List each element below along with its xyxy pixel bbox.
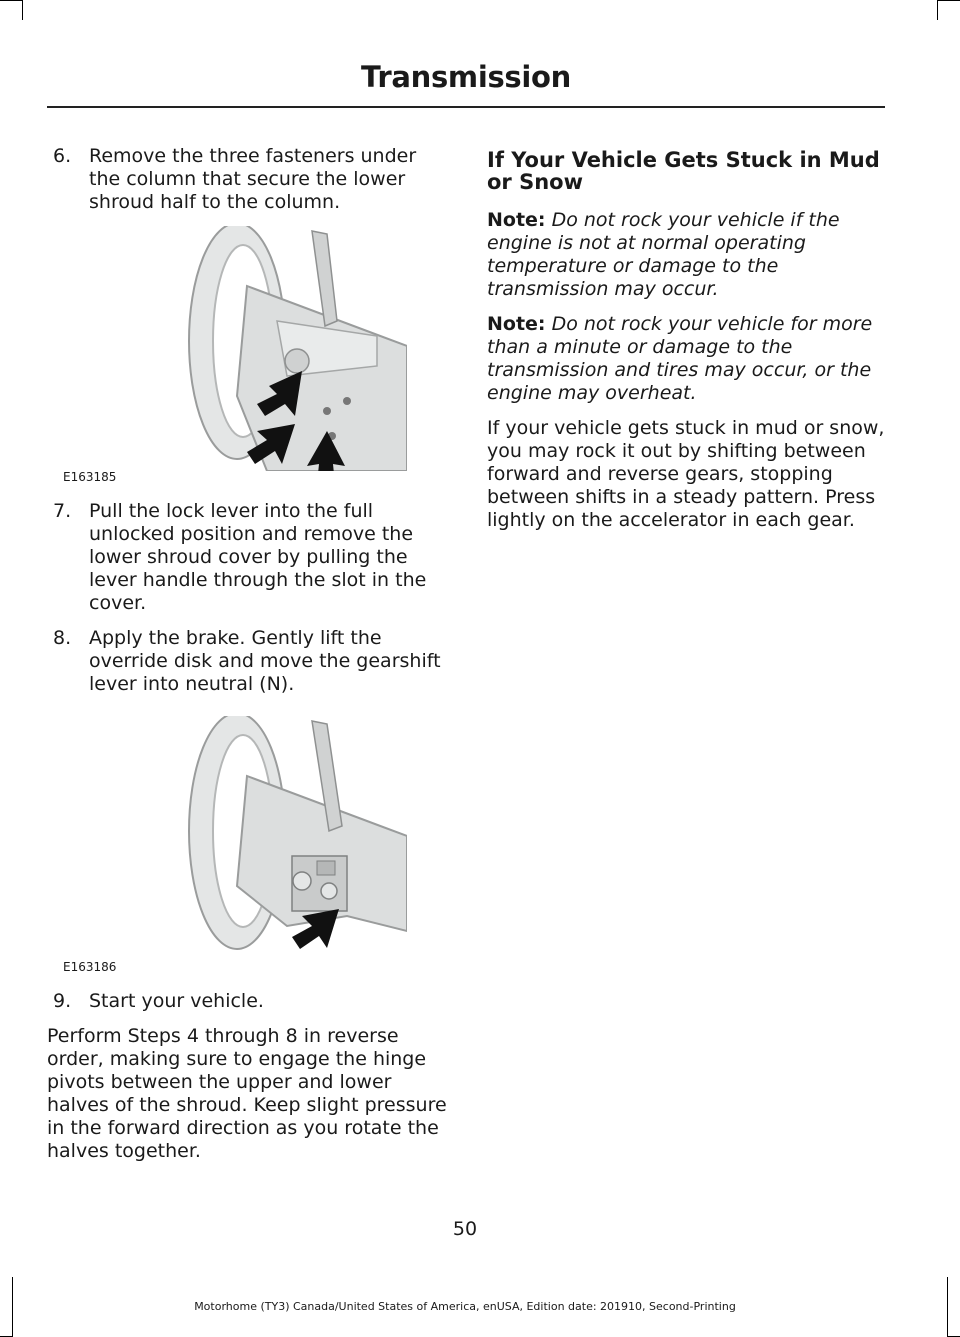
note-1: [487, 209, 885, 301]
step-text: Pull the lock lever into the full unlocked position and remove the lower shroud cover by pulling the lever handle through the slot in the cover.: [89, 500, 427, 614]
page-title: Transmission: [361, 60, 571, 94]
figure-lower-shroud-fasteners: [47, 226, 449, 484]
steering-column-illustration: [177, 226, 407, 471]
right-column: [487, 145, 885, 532]
figure-code: E163186: [63, 960, 117, 974]
steering-column-illustration: [177, 716, 407, 961]
steps-list-c: [47, 990, 449, 1013]
crop-mark: [937, 0, 938, 20]
header-divider: [47, 106, 885, 108]
left-column: [47, 145, 449, 1163]
reassembly-paragraph: Perform Steps 4 through 8 in reverse order, making sure to engage the hinge pivots between the upper and lower halves of the shroud. Keep slight pressure in the forward direction as you rotate the halves together.: [47, 1025, 447, 1162]
step-8: [47, 627, 449, 696]
note-text: Do not rock your vehicle for more than a minute or damage to the transmission and tires may occur, or the engine may overheat.: [487, 313, 873, 404]
step-number: 6.: [53, 145, 72, 167]
note-label: Note:: [487, 313, 546, 335]
footer-text: Motorhome (TY3) Canada/United States of America, enUSA, Edition date: 201910, Second-Printing: [194, 1300, 736, 1313]
step-text: Remove the three fasteners under the column that secure the lower shroud half to the column.: [89, 145, 417, 213]
step-6: [47, 145, 449, 214]
note-2: [487, 313, 885, 405]
step-number: 9.: [53, 990, 72, 1012]
section-heading: If Your Vehicle Gets Stuck in Mud or Snow: [487, 148, 880, 194]
figure-code: E163185: [63, 470, 117, 484]
step-7: [47, 500, 449, 615]
crop-mark: [0, 0, 22, 1]
step-number: 8.: [53, 627, 72, 649]
rocking-paragraph: If your vehicle gets stuck in mud or snow, you may rock it out by shifting between forward and reverse gears, stopping between shifts in a steady pattern. Press lightly on the accelerator in each gear.: [487, 417, 885, 531]
step-number: 7.: [53, 500, 72, 522]
crop-mark: [947, 1277, 948, 1337]
step-9: [47, 990, 449, 1013]
note-text: Do not rock your vehicle if the engine is not at normal operating temperature or damage to the transmission may occur.: [487, 209, 840, 300]
crop-mark: [22, 0, 23, 20]
page-number: 50: [452, 1218, 478, 1240]
steps-list-b: [47, 500, 449, 696]
step-text: Apply the brake. Gently lift the override disk and move the gearshift lever into neutral (N).: [89, 627, 441, 695]
figure-override-disk: [47, 716, 449, 974]
steps-list-a: [47, 145, 449, 214]
step-text: Start your vehicle.: [89, 990, 264, 1012]
crop-mark: [938, 0, 960, 1]
note-label: Note:: [487, 209, 546, 231]
